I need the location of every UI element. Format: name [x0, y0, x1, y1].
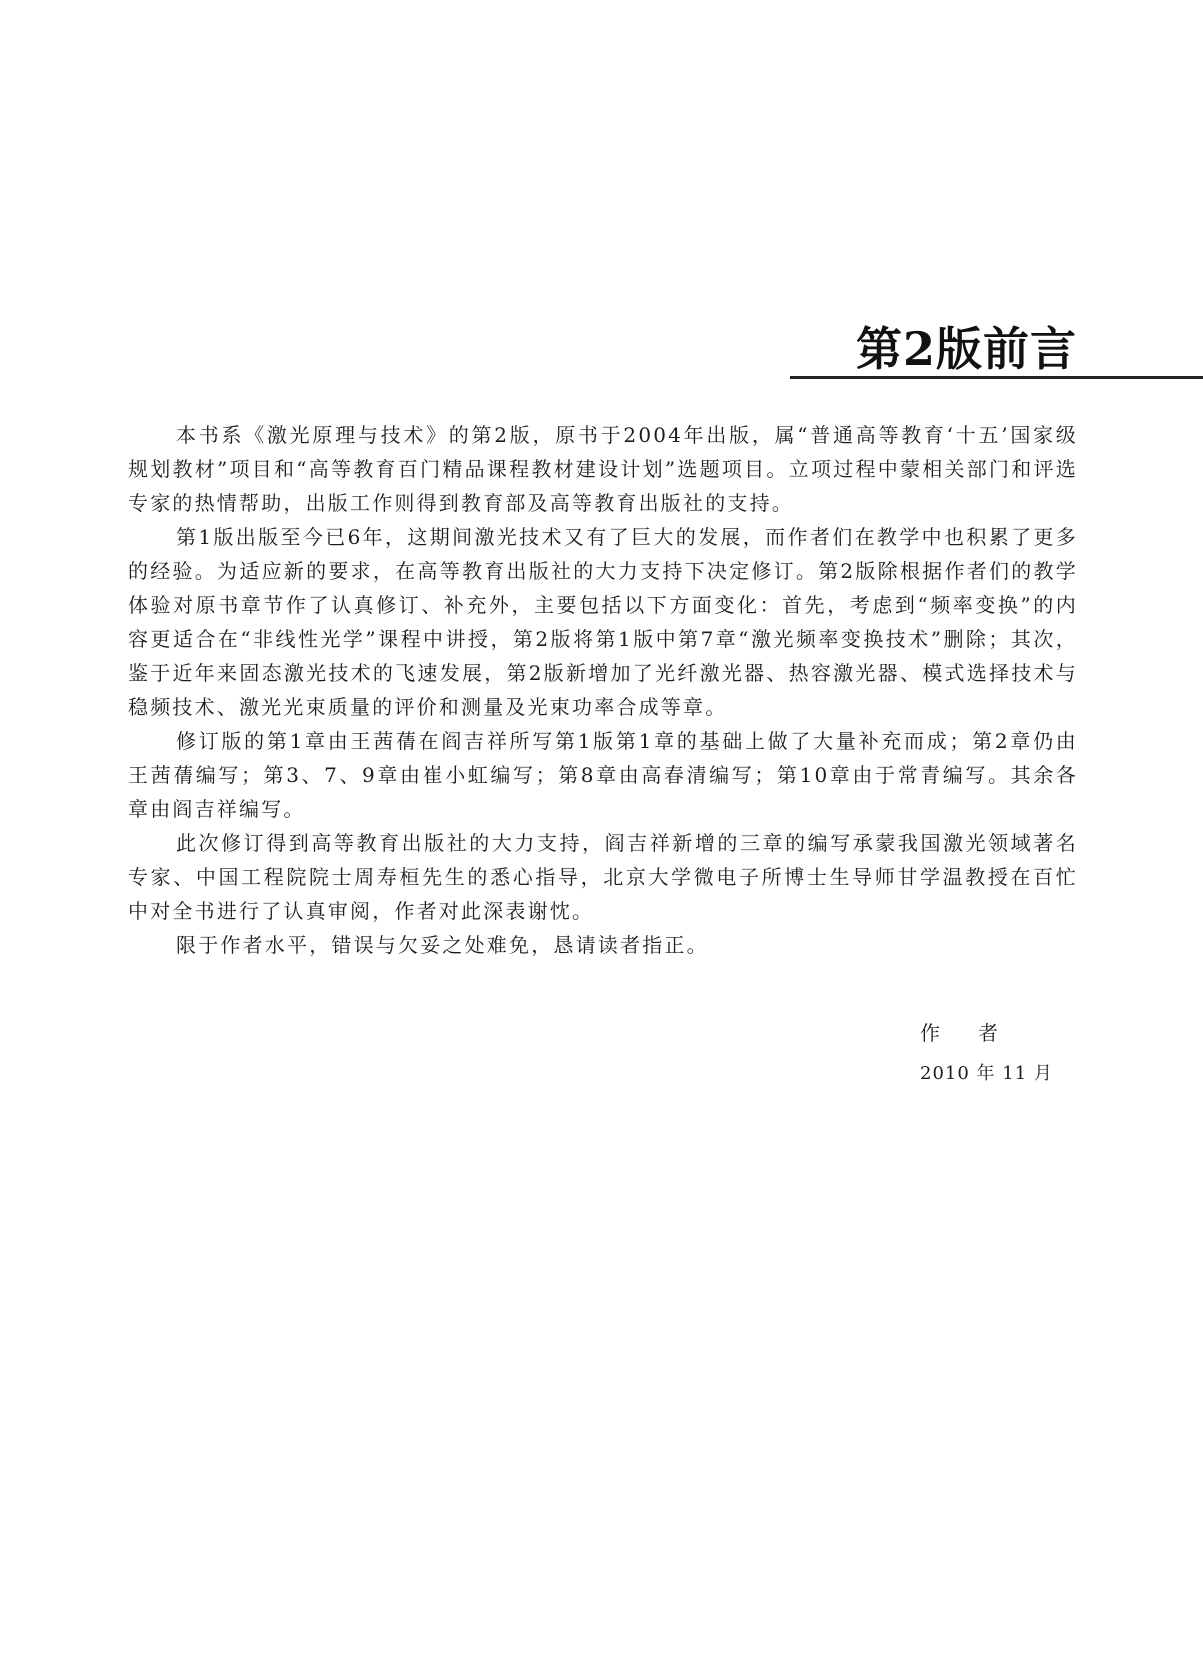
paragraph-1: 本书系《激光原理与技术》的第2版，原书于2004年出版，属“普通高等教育‘十五’国家级规划教材”项目和“高等教育百门精品课程教材建设计划”选题项目。立项过程中蒙相关部门和评选专家的热情帮助，出版工作则得到教育部及高等教育出版社的支持。: [128, 423, 1078, 515]
paragraph-5: 限于作者水平，错误与欠妥之处难免，恳请读者指正。: [176, 933, 709, 957]
paragraph-4: 此次修订得到高等教育出版社的大力支持，阎吉祥新增的三章的编写承蒙我国激光领域著名专家、中国工程院院士周寿桓先生的悉心指导，北京大学微电子所博士生导师甘学温教授在百忙中对全书进行了认真审阅，作者对此深表谢忱。: [128, 831, 1078, 923]
preface-body: [128, 418, 1078, 962]
paragraph-3: 修订版的第1章由王茜蒨在阎吉祥所写第1版第1章的基础上做了大量补充而成；第2章仍由王茜蒨编写；第3、7、9章由崔小虹编写；第8章由高春清编写；第10章由于常青编写。其余各章由阎吉祥编写。: [128, 729, 1078, 821]
title-underline: [790, 376, 1203, 379]
paragraph-2: 第1版出版至今已6年，这期间激光技术又有了巨大的发展，而作者们在教学中也积累了更多的经验。为适应新的要求，在高等教育出版社的大力支持下决定修订。第2版除根据作者们的教学体验对原书章节作了认真修订、补充外，主要包括以下方面变化：首先，考虑到“频率变换”的内容更适合在“非线性光学”课程中讲授，第2版将第1版中第7章“激光频率变换技术”删除；其次，鉴于近年来固态激光技术的飞速发展，第2版新增加了光纤激光器、热容激光器、模式选择技术与稳频技术、激光光束质量的评价和测量及光束功率合成等章。: [128, 525, 1078, 719]
signature-date: 2010 年 11 月: [920, 1063, 1053, 1084]
author-signature: 作者: [920, 1021, 1036, 1045]
page-title: 第2版前言: [855, 322, 1077, 376]
